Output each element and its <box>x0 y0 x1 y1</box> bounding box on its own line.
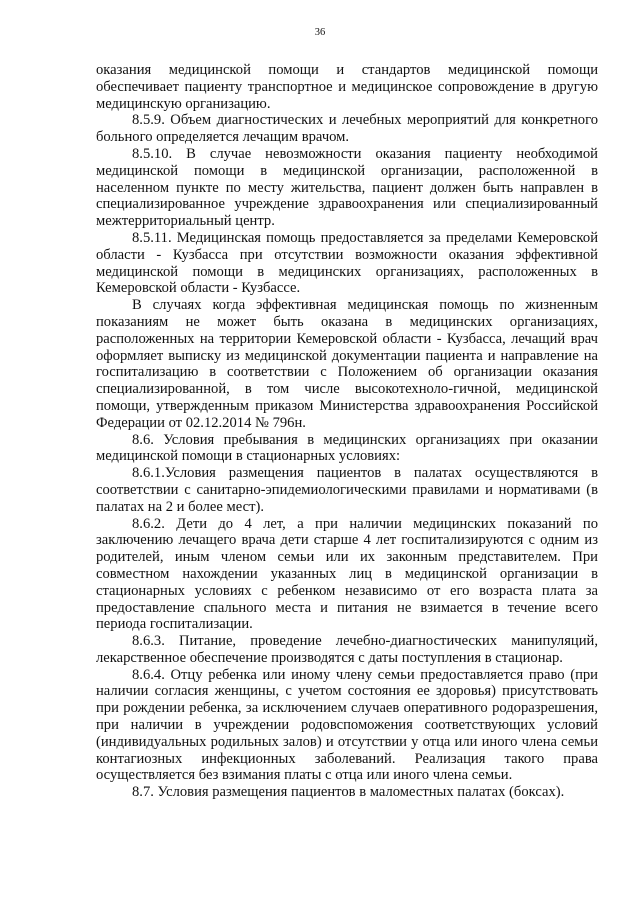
paragraph-8-5-11-referral: В случаях когда эффективная медицинская помощь по жизненным показаниям не может быть оказана в медицинских организациях, расположенных на территории Кемеровской области - Кузбасса, лечащий врач оформляет выписку из медицинской документации пациента и направление на госпитализацию в соответствии с Положением об организации оказания специализированной, в том числе высокотехноло-гичной, медицинской помощи, утвержденным приказом Министерства здравоохранения Российской Федерации от 02.12.2014 № 796н. <box>96 297 598 431</box>
paragraph-8-6-4: 8.6.4. Отцу ребенка или иному члену семьи предоставляется право (при наличии согласия женщины, с учетом состояния ее здоровья) присутствовать при рождении ребенка, за исключением случаев оперативного родоразрешения, при наличии в учреждении родовспоможения соответствующих условий (индивидуальных родильных залов) и отсутствии у отца или иного члена семьи контагиозных инфекционных заболеваний. Реализация такого права осуществляется без взимания платы с отца или иного члена семьи. <box>96 666 598 784</box>
paragraph-8-6-2: 8.6.2. Дети до 4 лет, а при наличии медицинских показаний по заключению лечащего врача дети старше 4 лет госпитализируются с одним из родителей, иным членом семьи или их законным представителем. При совместном нахождении указанных лиц в медицинской организации в стационарных условиях с ребенком независимо от его возраста плата за предоставление спального места и питания не взимается в течение всего периода госпитализации. <box>96 515 598 633</box>
paragraph-8-6-1: 8.6.1.Условия размещения пациентов в палатах осуществляются в соответствии с санитарно-эпидемиологическими правилами и нормативами (в палатах на 2 и более мест). <box>96 465 598 515</box>
paragraph-continuation: оказания медицинской помощи и стандартов медицинской помощи обеспечивает пациенту транспортное и медицинское сопровождение в другую медицинскую организацию. <box>96 62 598 112</box>
page-number: 36 <box>314 27 326 38</box>
paragraph-8-5-10: 8.5.10. В случае невозможности оказания пациенту необходимой медицинской помощи в медицинской организации, расположенной в населенном пункте по месту жительства, пациент должен быть направлен в специализированное учреждение здравоохранения или специализированный межтерриториальный центр. <box>96 145 598 230</box>
paragraph-8-5-11: 8.5.11. Медицинская помощь предоставляется за пределами Кемеровской области - Кузбасса при отсутствии возможности оказания эффективной медицинской помощи в медицинских организациях, расположенных в Кемеровской области - Кузбассе. <box>96 229 598 297</box>
paragraph-8-5-9: 8.5.9. Объем диагностических и лечебных мероприятий для конкретного больного определяется лечащим врачом. <box>96 112 598 146</box>
paragraph-8-6-3: 8.6.3. Питание, проведение лечебно-диагностических манипуляций, лекарственное обеспечение производятся с даты поступления в стационар. <box>96 633 598 666</box>
paragraph-8-7: 8.7. Условия размещения пациентов в маломестных палатах (боксах). <box>132 784 565 801</box>
document-body <box>96 62 598 801</box>
paragraph-8-6: 8.6. Условия пребывания в медицинских организациях при оказании медицинской помощи в стационарных условиях: <box>96 431 598 465</box>
